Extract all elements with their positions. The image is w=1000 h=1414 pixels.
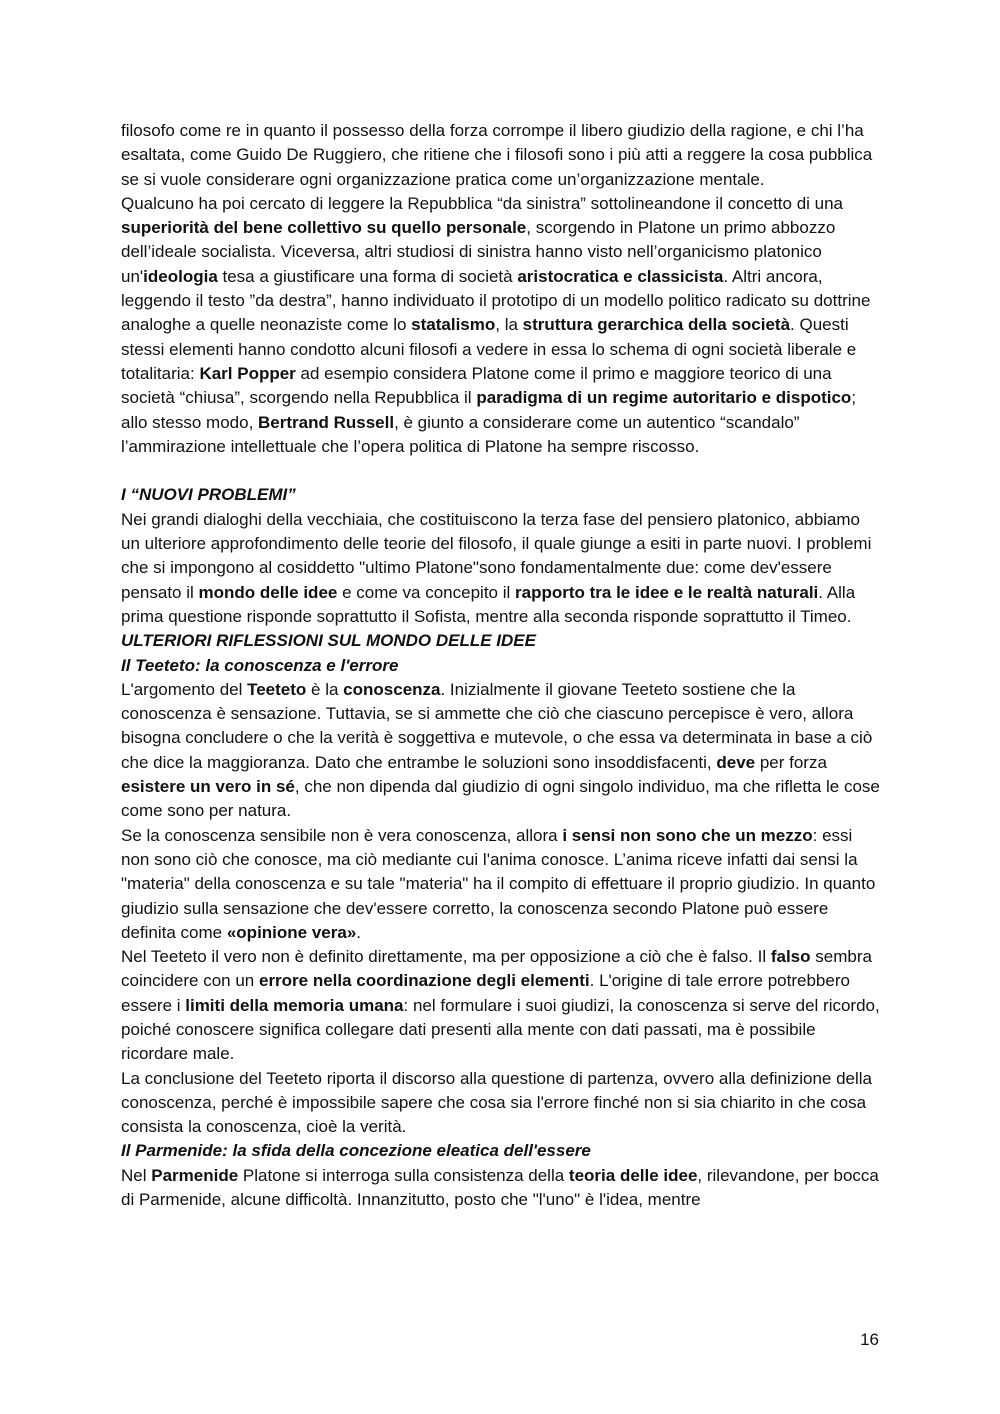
bold-text-run: falso [770,947,811,967]
paragraph [121,824,883,945]
bold-text-run: Teeteto [247,679,307,699]
paragraph [121,508,883,629]
bold-text-run: limiti della memoria umana [185,995,404,1015]
bold-text-run: teoria delle idee [568,1165,698,1185]
subsection-heading: Il Parmenide: la sfida della concezione eleatica dell'essere [121,1141,591,1161]
paragraph [121,945,883,1066]
text-run: Se la conoscenza sensibile non è vera conoscenza, allora [121,825,563,845]
text-run: L'argomento del [121,679,248,699]
text-run: Nel [121,1165,152,1185]
text-run: , è giunto a considerare come un autentico “scandalo” l’ammirazione intellettuale che l’opera politica di Platone ha sempre riscosso. [121,412,800,456]
text-run: Nei grandi dialoghi della vecchiaia, che costituiscono la terza fase del pensiero platonico, abbiamo un ulteriore approfondimento delle teorie del filosofo, il quale giunge a esiti in parte nuovi. I problemi che si impongono al cosiddetto "ultimo Platone"sono fondamentalmente due: come dev'essere pensato il [121,509,872,602]
text-run: . L'origine di tale errore potrebbero essere i [121,971,850,1015]
text-run: ad esempio considera Platone come il primo e maggiore teorico di una società “chiusa”, scorgendo nella Repubblica il [121,363,832,408]
text-run: . Inizialmente il giovane Teeteto sostiene che la conoscenza è sensazione. Tuttavia, se si ammette che ciò che ciascuno percepisce è vero, allora bisogna concludere o che la verità è soggettiva e mutevole, o che essa va determinata in base a ciò che dice la maggioranza. Dato che entrambe le soluzioni sono insoddisfacenti, [121,679,873,772]
bold-text-run: esistere un vero in sé [121,777,295,797]
bold-text-run: aristocratica e classicista [517,266,724,286]
section-heading: I “NUOVI PROBLEMI” [121,485,296,505]
page-number: 16 [860,1330,879,1349]
bold-text-run: superiorità del bene collettivo su quello personale [121,218,527,238]
text-run: : nel formulare i suoi giudizi, la conoscenza si serve del ricordo, poiché conoscere significa collegare dati presenti alla mente con dati passati, ma è possibile ricordare male. [121,995,880,1064]
text-run: sembra coincidere con un [121,947,872,991]
text-run: per forza [755,752,827,772]
bold-text-run: struttura gerarchica della società [522,315,791,335]
paragraph [121,678,883,824]
paragraph [121,1067,883,1140]
bold-text-run: conoscenza [343,679,441,699]
text-run: tesa a giustificare una forma di società [217,266,518,286]
text-run: La conclusione del Teeteto riporta il discorso alla questione di partenza, ovvero alla definizione della conoscenza, perché è impossibile sapere che cosa sia l'errore finché non si sia chiarito in che cosa consista la conoscenza, cioè la verità. [121,1068,872,1137]
bold-text-run: ideologia [143,266,218,286]
bold-text-run: Bertrand Russell [258,412,395,432]
page-body [121,119,883,1212]
subsection-heading: Il Teeteto: la conoscenza e l'errore [121,655,399,675]
bold-text-run: mondo delle idee [198,582,338,602]
text-run: . Questi stessi elementi hanno condotto alcuni filosofi a vedere in essa lo schema di ogni società liberale e totalitaria: [121,315,857,383]
bold-text-run: Karl Popper [199,363,296,383]
bold-text-run: statalismo [411,315,496,335]
text-run: , scorgendo in Platone un primo abbozzo dell’ideale socialista. Viceversa, altri studiosi di sinistra hanno visto nell’organicismo platonico un' [121,218,836,286]
text-run: , la [495,315,523,335]
text-run: Qualcuno ha poi cercato di leggere la Repubblica “da sinistra” sottolineandone il concetto di una [121,193,844,213]
text-run: . Altri ancora, leggendo il testo ”da destra”, hanno individuato il prototipo di un modello politico radicato su dottrine analoghe a quelle neonaziste come lo [121,266,871,335]
text-run: : essi non sono ciò che conosce, ma ciò mediante cui l'anima conosce. L’anima riceve infatti dai sensi la "materia" della conoscenza e su tale "materia" ha il compito di effettuare il proprio giudizio. In quanto giudizio sulla sensazione che dev'essere corretto, la conoscenza secondo Platone può essere definita come [121,825,876,942]
text-run: Platone si interroga sulla consistenza della [238,1165,569,1185]
text-run: , rilevandone, per bocca di Parmenide, alcune difficoltà. Innanzitutto, posto che "l'uno" è l'idea, mentre [121,1165,879,1210]
text-run: ; allo stesso modo, [121,388,857,432]
text-run: . [356,922,362,942]
text-run: è la [306,679,344,699]
text-run: filosofo come re in quanto il possesso della forza corrompe il libero giudizio della ragione, e chi l’ha esaltata, come Guido De Ruggiero, che ritiene che i filosofi sono i più atti a reggere la cosa pubblica se si vuole considerare ogni organizzazione pratica come un’organizzazione mentale. [121,121,873,189]
bold-text-run: errore nella coordinazione degli elementi [258,971,590,991]
text-run: e come va concepito il [337,582,516,602]
bold-text-run: rapporto tra le idee e le realtà naturali [515,582,819,602]
text-run: . Alla prima questione risponde soprattutto il Sofista, mentre alla seconda risponde soprattutto il Timeo. [121,582,856,626]
text-run: , che non dipenda dal giudizio di ogni singolo individuo, ma che rifletta le cose come sono per natura. [121,777,880,821]
bold-text-run: deve [716,752,756,772]
text-run: Nel Teeteto il vero non è definito direttamente, ma per opposizione a ciò che è falso. Il [121,947,771,967]
bold-text-run: «opinione vera» [226,922,357,942]
bold-text-run: paradigma di un regime autoritario e dispotico [476,388,852,408]
section-heading: ULTERIORI RIFLESSIONI SUL MONDO DELLE IDEE [121,631,536,651]
paragraph [121,192,883,459]
paragraph [121,119,883,192]
bold-text-run: Parmenide [151,1165,239,1185]
paragraph [121,1164,883,1213]
bold-text-run: i sensi non sono che un mezzo [562,825,813,845]
blank-line [121,459,883,483]
